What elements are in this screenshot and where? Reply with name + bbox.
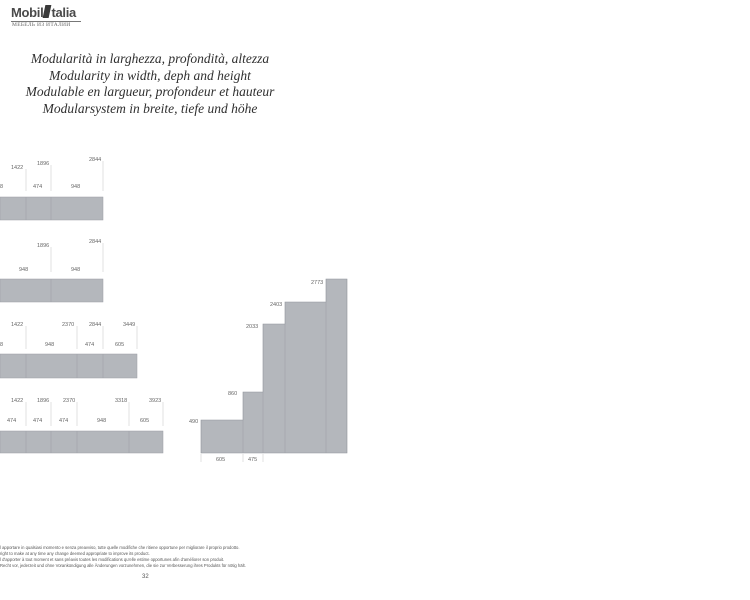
row-2-bottom-label: 948 — [19, 267, 29, 273]
brand-name-right: talia — [51, 5, 76, 20]
row-4-bottom-label: 474 — [7, 418, 17, 424]
row-2-bottom-label: 948 — [71, 267, 81, 273]
row-1-top-label: 2844 — [89, 157, 102, 163]
height-module-staircase — [189, 279, 347, 463]
footnote-line-italian: l apportare in qualsiasi momento e senza preavviso, tutte quelle modifiche che ritiene opportune per migliorare il proprio prodotto. — [0, 545, 240, 550]
row-4-top-label: 1422 — [11, 398, 24, 404]
row-1-top-label: 1422 — [11, 165, 24, 171]
row-3-top-label: 1422 — [11, 322, 24, 328]
staircase-height-label: 490 — [189, 419, 199, 425]
row-3-top-label: 3449 — [123, 322, 136, 328]
brand-name-left: Mobil — [11, 5, 44, 20]
row-1-top-label: 1896 — [37, 161, 50, 167]
row-3-bottom-label: 605 — [115, 342, 125, 348]
row-4-bottom-label: 948 — [97, 418, 107, 424]
brand-tagline: МЕБЕЛЬ ИЗ ИТАЛИИ — [12, 22, 71, 28]
row-4-top-label: 2370 — [63, 398, 76, 404]
row-1-bottom-label: 948 — [71, 184, 81, 190]
staircase-height-label: 2403 — [270, 302, 283, 308]
row-3-bottom-label: 948 — [45, 342, 55, 348]
footnote-line-english: right to make at any time any change deemed appropriate to improve its product. — [0, 551, 150, 556]
row-4-bottom-label: 474 — [59, 418, 69, 424]
headline-italian: Modularità in larghezza, profondità, altezza — [30, 51, 270, 66]
row-4-panel — [0, 431, 163, 453]
row-3-bottom-label: 474 — [85, 342, 95, 348]
staircase-depth-label: 605 — [216, 457, 226, 463]
row-3-bottom-label: 8 — [0, 342, 4, 348]
row-2-panel — [0, 279, 103, 302]
staircase-height-label: 2033 — [246, 324, 259, 330]
row-3-panel — [0, 354, 137, 378]
width-module-row-2 — [0, 239, 103, 302]
staircase-depth-label: 475 — [248, 457, 258, 463]
headline-german: Modularsystem in breite, tiefe und höhe — [42, 100, 258, 116]
row-4-top-label: 3923 — [149, 398, 162, 404]
footnote-line-french: l d'apporter à tout moment et sans préavis toutes les modifications qu'elle estime opportunes afin d'améliorer son produit. — [0, 557, 225, 562]
width-module-row-4 — [0, 398, 163, 453]
row-2-top-label: 2844 — [89, 239, 102, 245]
headline-french: Modulable en largueur, profondeur et hauteur — [25, 84, 275, 99]
row-2-top-label: 1896 — [37, 243, 50, 249]
row-4-top-label: 1896 — [37, 398, 50, 404]
row-3-top-label: 2844 — [89, 322, 102, 328]
footnote-line-german: Recht vor, jederzeit und ohne Vorankündigung alle Änderungen vorzunehmen, die sie zur Verbesserung ihres Produkts für nötig hält. — [0, 563, 246, 568]
staircase-height-label: 860 — [228, 391, 238, 397]
headline-english: Modularity in width, deph and height — [49, 67, 251, 83]
row-4-top-label: 3318 — [115, 398, 128, 404]
width-module-row-1 — [0, 157, 103, 220]
row-4-bottom-label: 605 — [140, 418, 150, 424]
row-1-bottom-label: 474 — [33, 184, 43, 190]
row-1-bottom-label: 8 — [0, 184, 4, 190]
width-module-row-3 — [0, 322, 137, 378]
legal-footnote — [0, 545, 246, 569]
page-number: 32 — [142, 574, 149, 580]
row-3-top-label: 2370 — [62, 322, 75, 328]
staircase-height-label: 2773 — [311, 280, 324, 286]
row-4-bottom-label: 474 — [33, 418, 43, 424]
row-1-panel — [0, 197, 103, 220]
